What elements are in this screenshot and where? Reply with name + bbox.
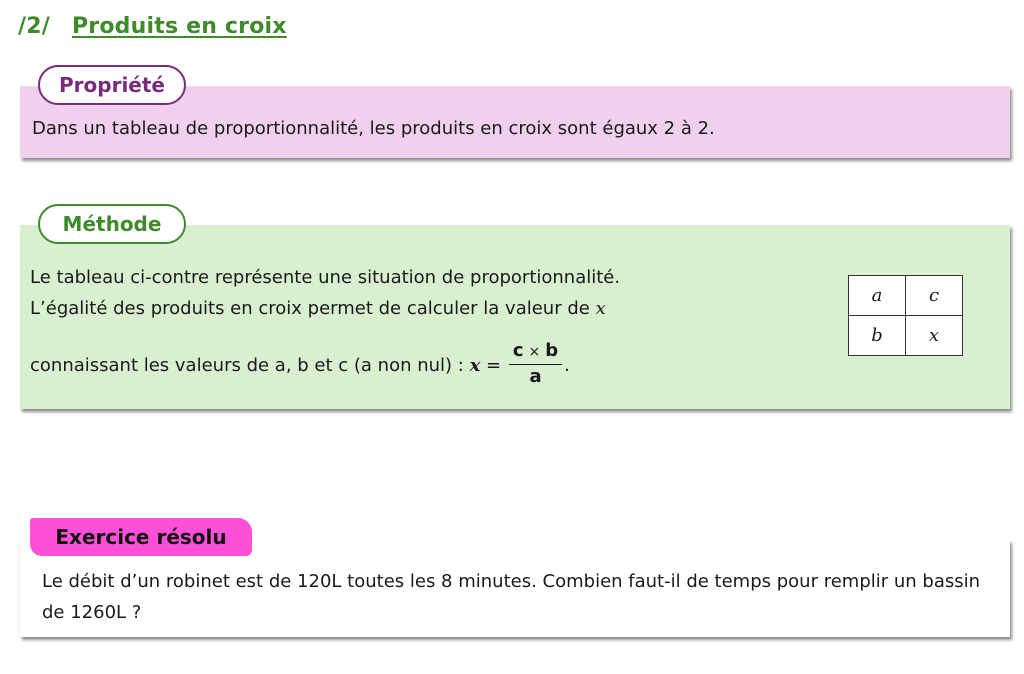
methode-line-2-text: L’égalité des produits en croix permet de calculer la valeur de: [30, 298, 590, 319]
table-row: [849, 316, 963, 356]
formula-end-dot: .: [564, 355, 570, 376]
methode-line-3-text: connaissant les valeurs de a, b et c (a non nul) :: [30, 355, 464, 376]
exercice-text: Le débit d’un robinet est de 120L toutes les 8 minutes. Combien faut-il de temps pour remplir un bassin de 1260L ?: [42, 571, 981, 623]
section-heading: [18, 14, 287, 39]
numerator-b: b: [545, 340, 559, 361]
formula-x: x: [469, 355, 481, 376]
proportion-table: [848, 275, 963, 356]
methode-line-1: Le tableau ci-contre représente une situation de proportionnalité.: [30, 267, 621, 288]
formula-fraction: [509, 339, 562, 389]
fraction-numerator: [509, 339, 562, 365]
formula-equals: =: [486, 355, 502, 376]
methode-box: [20, 225, 1010, 409]
propriete-label: Propriété: [38, 65, 186, 105]
methode-line-3: [30, 341, 570, 391]
numerator-c: c: [512, 340, 524, 361]
table-cell-x: x: [906, 316, 963, 356]
table-cell-c: c: [906, 276, 963, 316]
section-title: Produits en croix: [71, 14, 287, 39]
section-number: /2/: [18, 14, 50, 39]
variable-x: x: [595, 298, 606, 319]
methode-label: Méthode: [38, 204, 186, 244]
exercice-label: Exercice résolu: [30, 518, 252, 556]
table-row: [849, 276, 963, 316]
table-cell-b: b: [849, 316, 906, 356]
propriete-text: Dans un tableau de proportionnalité, les produits en croix sont égaux 2 à 2.: [32, 118, 715, 139]
fraction-denominator: a: [529, 366, 542, 387]
table-cell-a: a: [849, 276, 906, 316]
times-sign: ×: [528, 344, 541, 360]
methode-line-2: [30, 293, 606, 324]
